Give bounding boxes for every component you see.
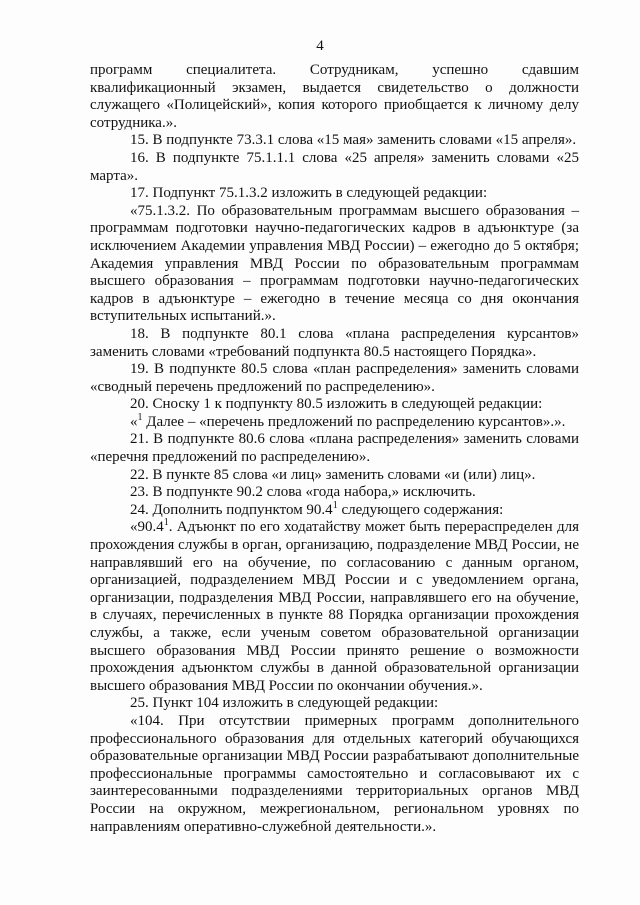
superscript: 1 (332, 499, 338, 511)
paragraph: 16. В подпункте 75.1.1.1 слова «25 апреля» заменить словами «25 марта». (90, 149, 579, 184)
paragraph: 22. В пункте 85 слова «и лиц» заменить словами «и (или) лиц». (130, 466, 536, 483)
paragraph (90, 519, 579, 695)
paragraph (90, 411, 579, 432)
paragraph: 21. В подпункте 80.6 слова «плана распределения» заменить словами «перечня предложений по распределению». (90, 431, 579, 466)
paragraph: 25. Пункт 104 изложить в следующей редакции: (130, 695, 439, 712)
page-number: 4 (316, 38, 324, 54)
document-body (90, 62, 579, 836)
paragraph-text: « (130, 413, 138, 430)
paragraph: 17. Подпункт 75.1.3.2 изложить в следующей редакции: (130, 185, 488, 202)
paragraph: 15. В подпункте 73.3.1 слова «15 мая» заменить словами «15 апреля». (130, 132, 577, 149)
paragraph-text: 24. Дополнить подпунктом 90.4 (130, 501, 333, 518)
paragraph-text: Далее – «перечень предложений по распределению курсантов».». (142, 413, 566, 430)
paragraph: «104. При отсутствии примерных программ дополнительного профессионального образования для отдельных категорий обучающихся образовательные организации МВД России разрабатывают дополнительные профессиональные программы самостоятельно и согласовывают их с заинтересованными подразделениями территориальных органов МВД России на окружном, межрегиональном, региональном уровнях по направлениям оперативно-служебной деятельности.». (90, 712, 579, 835)
paragraph: «75.1.3.2. По образовательным программам высшего образования – программам подготовки научно-педагогических кадров в адъюнктуре (за исключением Академии управления МВД России) – ежегодно до 5 октября; Академия управления МВД России по образовательным программам высшего образования – программам подготовки научно-педагогических кадров в адъюнктуре – ежегодно в течение месяца со дня окончания вступительных испытаний.». (90, 202, 579, 325)
paragraph-text: «90.4 (130, 519, 164, 536)
superscript: 1 (163, 517, 169, 529)
paragraph: 19. В подпункте 80.5 слова «план распределения» заменить словами «сводный перечень предложений по распределению». (90, 361, 579, 395)
paragraph-text: следующего содержания: (337, 501, 504, 518)
paragraph: 23. В подпункте 90.2 слова «года набора,» исключить. (130, 484, 476, 501)
paragraph: 18. В подпункте 80.1 слова «плана распределения курсантов» заменить словами «требований подпункта 80.5 настоящего Порядка». (90, 325, 579, 360)
superscript: 1 (137, 411, 143, 423)
paragraph: 20. Сноску 1 к подпункту 80.5 изложить в следующей редакции: (130, 396, 543, 413)
paragraph: программ специалитета. Сотрудникам, успешно сдавшим квалификационный экзамен, выдается свидетельство о должности служащего «Полицейский», копия которого приобщается к личному делу сотрудника.». (90, 62, 579, 131)
paragraph-text: . Адъюнкт по его ходатайству может быть перераспределен для прохождения службы в орган, организацию, подразделение МВД России, не направлявший его на обучение, по согласованию с данным органом, организацией, подразделением МВД России и с уведомлением органа, организации, подразделения МВД России, направлявшего его на обучение, в случаях, перечисленных в пункте 88 Порядка организации прохождения службы, а также, если ученым советом образовательной организации высшего образования МВД России принято решение о возможности прохождения адъюнктом службы в данной образовательной организации высшего образования МВД России по окончании обучения.». (90, 519, 579, 694)
